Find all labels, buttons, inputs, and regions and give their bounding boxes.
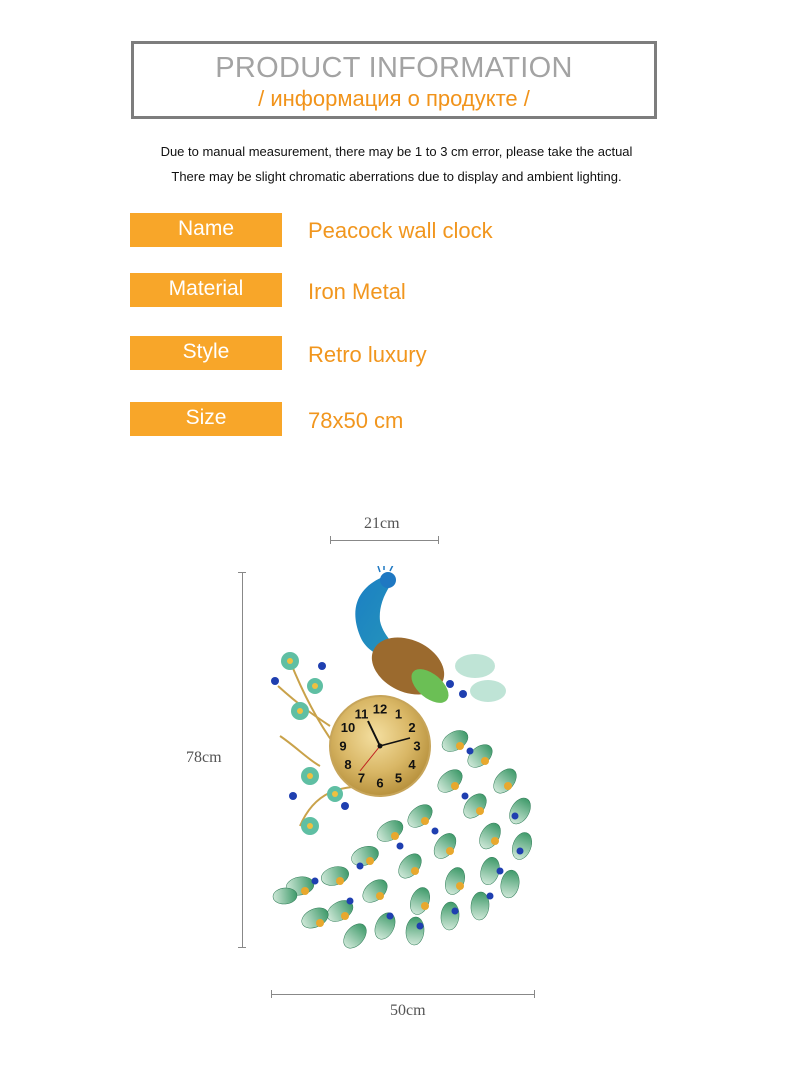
clock-face bbox=[330, 696, 430, 796]
clock-number: 5 bbox=[394, 770, 403, 786]
clock-number: 1 bbox=[394, 706, 403, 722]
clock-number: 6 bbox=[376, 775, 384, 791]
peacock-clock-image bbox=[260, 566, 550, 966]
width-dimension-label: 50cm bbox=[390, 1002, 426, 1019]
clock-number: 7 bbox=[357, 770, 366, 786]
clock-number: 3 bbox=[413, 738, 421, 754]
height-tick-bottom bbox=[238, 947, 246, 948]
spec-label-style: Style bbox=[130, 336, 282, 370]
spec-value-material: Iron Metal bbox=[308, 279, 406, 304]
top-feathers bbox=[446, 654, 506, 702]
spec-label-material: Material bbox=[130, 273, 282, 307]
header-title-russian: / информация о продукте / bbox=[258, 86, 530, 111]
width-tick-left bbox=[271, 990, 272, 998]
spec-value-name: Peacock wall clock bbox=[308, 218, 493, 243]
measurement-note: Due to manual measurement, there may be 1 to 3 cm error, please take the actual bbox=[160, 144, 633, 159]
height-dimension-line bbox=[242, 572, 243, 948]
depth-dimension-label: 21cm bbox=[364, 515, 400, 532]
width-dimension-line bbox=[271, 994, 535, 995]
header-title-english: PRODUCT INFORMATION bbox=[215, 52, 573, 84]
clock-number: 9 bbox=[339, 738, 347, 754]
depth-tick-right bbox=[438, 536, 439, 544]
product-info-header bbox=[131, 41, 657, 119]
spec-value-size: 78x50 cm bbox=[308, 408, 404, 433]
clock-number: 12 bbox=[372, 701, 388, 717]
height-dimension-label: 78cm bbox=[186, 749, 222, 766]
depth-tick-left bbox=[330, 536, 331, 544]
depth-dimension-line bbox=[330, 540, 439, 541]
clock-number: 10 bbox=[340, 720, 356, 735]
spec-value-style: Retro luxury bbox=[308, 342, 427, 367]
spec-label-name: Name bbox=[130, 213, 282, 247]
spec-label-size: Size bbox=[130, 402, 282, 436]
clock-number: 2 bbox=[408, 720, 416, 735]
clock-number: 11 bbox=[354, 706, 369, 722]
color-note: There may be slight chromatic aberrations due to display and ambient lighting. bbox=[171, 169, 622, 184]
clock-number: 4 bbox=[408, 757, 416, 772]
height-tick-top bbox=[238, 572, 246, 573]
width-tick-right bbox=[534, 990, 535, 998]
clock-number: 8 bbox=[344, 757, 352, 772]
